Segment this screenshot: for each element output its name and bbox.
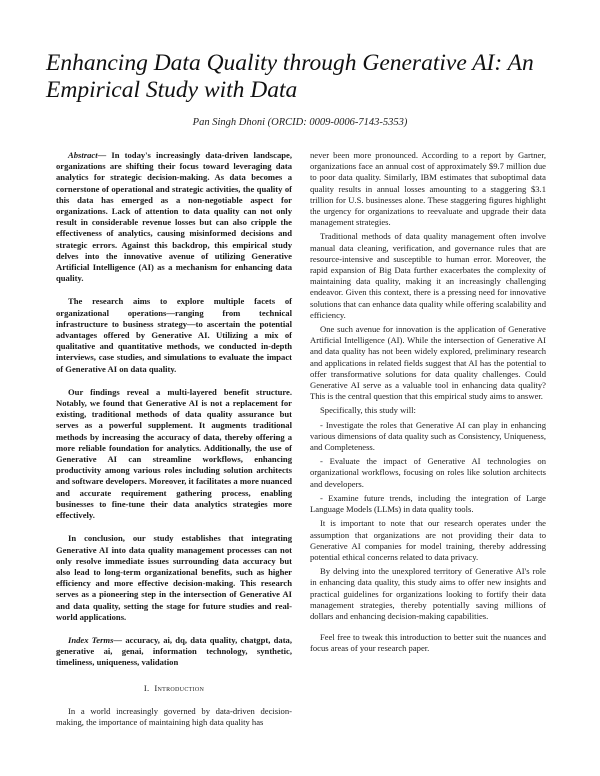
intro-paragraph-7: By delving into the unexplored territory of Generative AI's role in enhancing data quality, this study aims to offer new insights and practical guidelines for organizations looking to fortify their data management strategies, thereby potentially saving millions of dollars and enhancing decision-making capabilities. bbox=[310, 566, 546, 621]
section-number: I. bbox=[143, 682, 150, 693]
intro-paragraph-6: It is important to note that our research operates under the assumption that organizations are not providing their data to Generative AI companies for model training, thereby addressing potential ethical concerns related to data privacy. bbox=[310, 518, 546, 562]
intro-paragraph-8: Feel free to tweak this introduction to better suit the nuances and focus areas of your research paper. bbox=[310, 632, 546, 654]
section-title: Introduction bbox=[154, 682, 205, 693]
abstract-text-1: In today's increasingly data-driven landscape, organizations are shifting their focus toward leveraging data analytics for strategic decision-making. As data becomes a cornerstone of operational and strategic activities, the quality of this data has emerged as a non-negotiable aspect for organizations. Lack of attention to data quality can not only result in considerable revenue losses but can also cripple the effectiveness of analytics, causing misinformed decisions and strategic errors. Against this backdrop, this empirical study delves into the innovative avenue of utilizing Generative Artificial Intelligence (AI) as a mechanism for enhancing data quality. bbox=[56, 150, 292, 284]
index-terms-text: accuracy, ai, dq, data quality, chatgpt, data, generative ai, genai, information technology, synthetic, timeliness, uniqueness, validation bbox=[56, 634, 293, 668]
list-item-1: - Investigate the roles that Generative AI can play in enhancing various dimensions of data quality such as Consistency, Uniqueness, and Completeness. bbox=[310, 419, 546, 453]
right-column bbox=[310, 150, 546, 658]
index-terms-label: Index Terms— bbox=[68, 634, 123, 645]
list-item-2: - Evaluate the impact of Generative AI technologies on organizational workflows, focusing on roles like solution architects and developers. bbox=[310, 456, 546, 489]
paper-title: Enhancing Data Quality through Generative AI: An Empirical Study with Data bbox=[46, 50, 534, 103]
intro-paragraph-5: Specifically, this study will: bbox=[320, 405, 416, 416]
intro-paragraph-2: never been more pronounced. According to a report by Gartner, organizations face an annual cost of approximately $9.7 million due to poor data quality. Similarly, IBM estimates that suboptimal data quality results in annual losses amounting to a staggering $3.1 trillion for U.S. businesses alone. These staggering figures highlight the urgency for organizations to reevaluate and upgrade their data management strategies. bbox=[310, 150, 546, 228]
abstract-paragraph-2: The research aims to explore multiple facets of organizational operations—ranging from technical infrastructure to business strategy—to ascertain the potential advantages offered by Generative AI. Utilizing a mix of qualitative and quantitative methods, we conducted in-depth interviews, case studies, and simulations to evaluate the impact of Generative AI on data quality. bbox=[56, 296, 292, 374]
list-item-3: - Examine future trends, including the integration of Large Language Models (LLMs) in data quality tools. bbox=[310, 492, 546, 515]
author-line: Pan Singh Dhoni (ORCID: 0009-0006-7143-5353) bbox=[192, 117, 408, 128]
abstract-paragraph-1 bbox=[56, 150, 292, 284]
intro-paragraph-4: One such avenue for innovation is the application of Generative Artificial Intelligence (AI). While the intersection of Generative AI and data quality has not been widely explored, preliminary research and applications in related fields suggest that AI has the potential to offer transformative solutions for data quality challenges. Could Generative AI serve as a valuable tool in enhancing data quality? This is the central question that this empirical study aims to answer. bbox=[310, 324, 546, 402]
index-terms bbox=[56, 635, 292, 669]
section-heading-introduction bbox=[56, 683, 292, 694]
intro-paragraph-1: In a world increasingly governed by data-driven decision-making, the importance of maintaining high data quality has bbox=[56, 705, 292, 727]
abstract-paragraph-3: Our findings reveal a multi-layered benefit structure. Notably, we found that Generative AI is not a replacement for existing, traditional methods of data quality assurance but serves as a powerful supplement. It augments traditional methods by increasing the accuracy of data, thereby offering a more reliable foundation for analytics. Additionally, the use of Generative AI can streamline workflows, enhancing productivity among various roles including solution architects and software developers. Moreover, it facilitates a more nuanced and accurate requirement gathering process, enabling businesses to fine-tune their data analytics strategies more effectively. bbox=[56, 386, 292, 521]
left-column bbox=[56, 150, 292, 740]
abstract-label: Abstract— bbox=[68, 150, 107, 160]
intro-paragraph-3: Traditional methods of data quality management often involve manual data cleaning, verification, and governance rules that are resource-intensive and susceptible to human error. Moreover, the rapid expansion of Big Data further exacerbates the complexity of maintaining data quality, making it an increasingly challenging endeavor. Given this context, there is a pressing need for innovative solutions that can enhance data quality while offering scalability and efficiency. bbox=[310, 231, 546, 320]
abstract-paragraph-4: In conclusion, our study establishes that integrating Generative AI into data quality management processes can not only resolve immediate issues surrounding data accuracy but also lead to long-term organizational benefits, such as higher efficiency and more effective decision-making. This research serves as a pioneering step in the intersection of Generative AI and data quality, setting the stage for future studies and real-world applications. bbox=[56, 533, 292, 622]
